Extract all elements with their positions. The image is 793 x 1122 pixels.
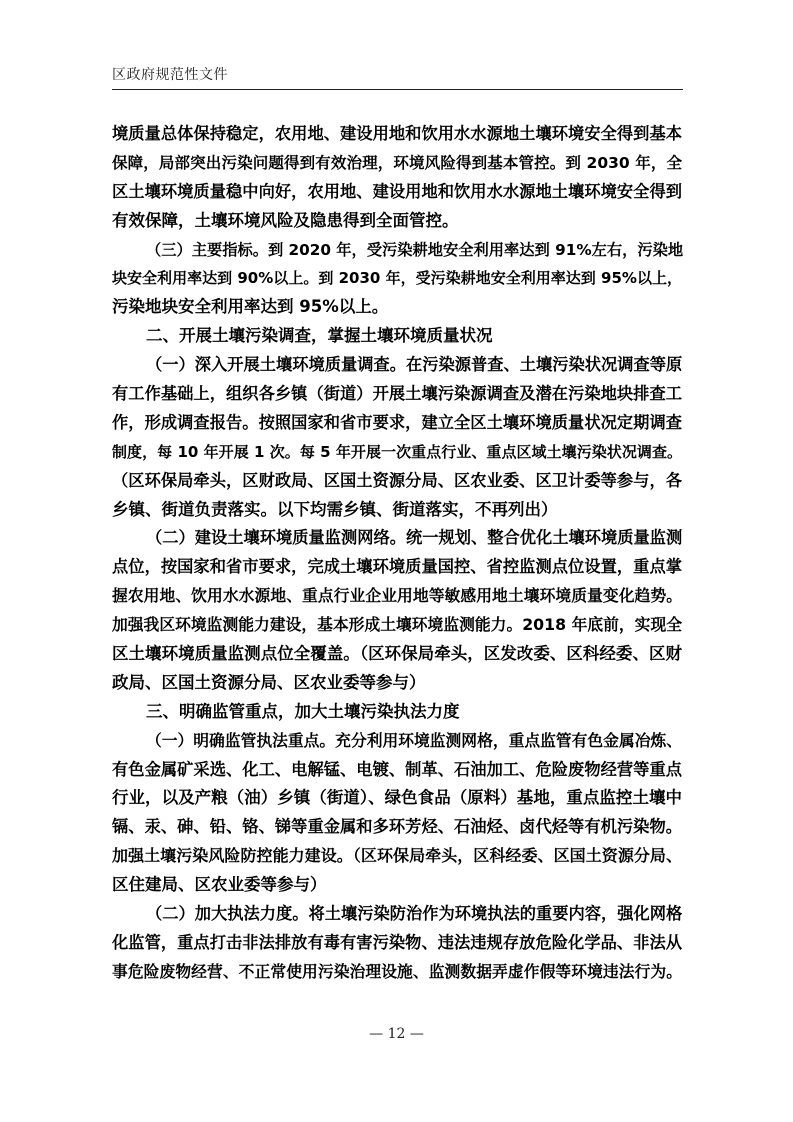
text-line: 化监管，重点打击非法排放有毒有害污染物、违法违规存放危险化学品、非法从 bbox=[112, 932, 682, 952]
document-body bbox=[112, 120, 682, 987]
text-line: 事危险废物经营、不正常使用污染治理设施、监测数据弄虚作假等环境违法行为。 bbox=[112, 961, 682, 981]
header-divider bbox=[112, 89, 683, 90]
text-line: 保障，局部突出污染问题得到有效治理，环境风险得到基本管控。到 2030 年，全 bbox=[112, 153, 682, 172]
page-header-title: 区政府规范性文件 bbox=[112, 67, 228, 83]
text-line: （一）深入开展土壤环境质量调查。在污染源普查、土壤污染状况调查等原 bbox=[146, 355, 683, 375]
page-number: — 12 — bbox=[369, 1026, 424, 1042]
text-line: 区土壤环境质量稳中向好，农用地、建设用地和饮用水水源地土壤环境安全得到 bbox=[112, 181, 682, 201]
text-line: 乡镇、街道负责落实。以下均需乡镇、街道落实，不再列出） bbox=[112, 499, 558, 519]
text-line: 块安全利用率达到 90%以上。到 2030 年，受污染耕地安全利用率达到 95%以上， bbox=[112, 269, 682, 288]
section-heading: 二、开展土壤污染调查，掌握土壤环境质量状况 bbox=[146, 326, 493, 346]
text-line: 加强我区环境监测能力建设，基本形成土壤环境监测能力。2018 年底前，实现全 bbox=[112, 615, 682, 635]
text-line: 区土壤环境质量监测点位全覆盖。（区环保局牵头，区发改委、区科经委、区财 bbox=[112, 644, 682, 664]
text-line: 污染地块安全利用率达到 95%以上。 bbox=[112, 297, 389, 317]
text-line: 作，形成调查报告。按照国家和省市要求，建立全区土壤环境质量状况定期调查 bbox=[112, 412, 682, 432]
text-line: 有色金属矿采选、化工、电解锰、电镀、制革、石油加工、危险废物经营等重点 bbox=[112, 759, 682, 779]
text-line: （二）建设土壤环境质量监测网络。统一规划、整合优化土壤环境质量监测 bbox=[146, 528, 683, 548]
text-line: （二）加大执法力度。将土壤污染防治作为环境执法的重要内容，强化网格 bbox=[146, 904, 683, 924]
text-line: 政局、区国土资源分局、区农业委等参与） bbox=[112, 672, 426, 692]
text-line: （一）明确监管执法重点。充分利用环境监测网格，重点监管有色金属冶炼、 bbox=[146, 730, 682, 750]
text-line: 镉、汞、砷、铅、铬、锑等重金属和多环芳烃、石油烃、卤代烃等有机污染物。 bbox=[112, 817, 682, 837]
text-line: 握农用地、饮用水水源地、重点行业企业用地等敏感用地土壤环境质量变化趋势。 bbox=[112, 586, 682, 606]
text-line: 加强土壤污染风险防控能力建设。（区环保局牵头，区科经委、区国土资源分局、 bbox=[112, 846, 682, 866]
text-line: （区环保局牵头，区财政局、区国土资源分局、区农业委、区卫计委等参与，各 bbox=[112, 470, 682, 490]
text-line: 行业，以及产粮（油）乡镇（街道）、绿色食品（原料）基地，重点监控土壤中 bbox=[112, 788, 682, 808]
text-line: 有工作基础上，组织各乡镇（街道）开展土壤污染源调查及潜在污染地块排查工 bbox=[112, 384, 682, 404]
text-line: 制度，每 10 年开展 1 次。每 5 年开展一次重点行业、重点区域土壤污染状况调查。 bbox=[112, 442, 682, 461]
text-line: （三）主要指标。到 2020 年，受污染耕地安全利用率达到 91%左右，污染地 bbox=[146, 240, 684, 259]
section-heading: 三、明确监管重点，加大土壤污染执法力度 bbox=[146, 701, 460, 721]
text-line: 区住建局、区农业委等参与） bbox=[112, 875, 327, 895]
text-line: 点位，按国家和省市要求，完成土壤环境质量国控、省控监测点位设置，重点掌 bbox=[112, 557, 682, 577]
text-line: 境质量总体保持稳定，农用地、建设用地和饮用水水源地土壤环境安全得到基本 bbox=[112, 124, 682, 143]
text-line: 有效保障，土壤环境风险及隐患得到全面管控。 bbox=[112, 210, 459, 230]
